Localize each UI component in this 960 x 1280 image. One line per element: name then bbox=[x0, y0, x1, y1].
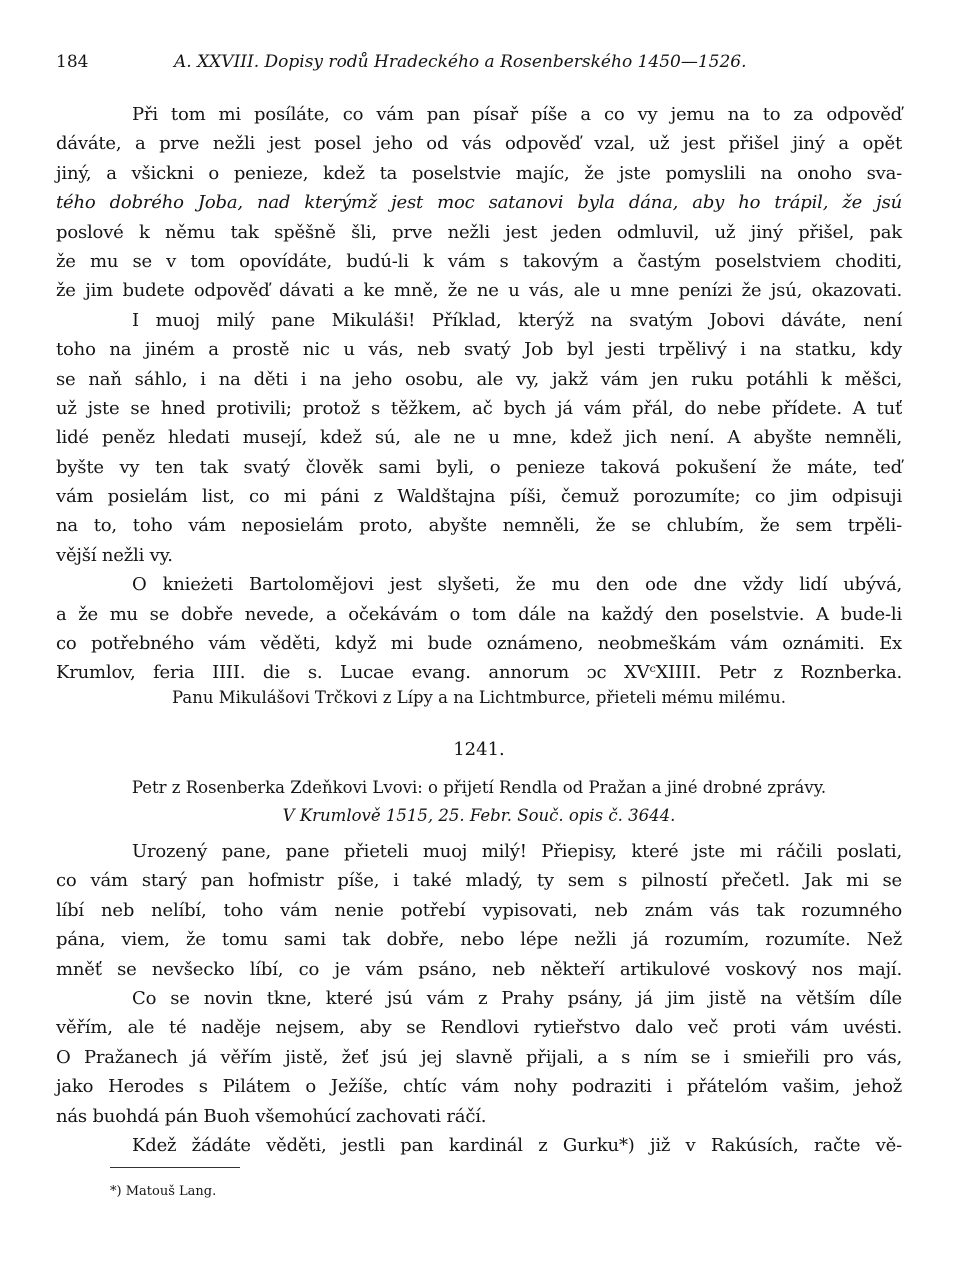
letter-address: Panu Mikulášovi Trčkovi z Lípy a na Lichtmburce, přieteli mému milému. bbox=[172, 688, 786, 707]
running-head bbox=[56, 52, 902, 84]
text-line: že jim budete odpověď dávati a ke mně, že ne u vás, ale u mne penízi že jsú, okazovati. bbox=[56, 280, 902, 302]
text-line: Krumlov, feria IIII. die s. Lucae evang. annorum ɔc XVᶜXIIII. Petr z Roznberka. bbox=[56, 662, 902, 684]
text-line: mněť se nevšecko líbí, co je vám psáno, neb někteří artikulové voskový nos mají. bbox=[56, 958, 902, 980]
text-line: nás buohdá pán Buoh všemohúcí zachovati ráčí. bbox=[56, 1105, 487, 1127]
document-source: V Krumlově 1515, 25. Febr. Souč. opis č. 3644. bbox=[282, 806, 676, 825]
footnote-rule bbox=[110, 1167, 240, 1168]
text-line: že mu se v tom opovídáte, budú-li k vám s takovým a častým poselstviem choditi, bbox=[56, 250, 902, 272]
footnote: *) Matouš Lang. bbox=[110, 1184, 217, 1199]
text-line: jako Herodes s Pilátem o Ježíše, chtíc vám nohy podraziti i přátelóm vašim, jehož bbox=[56, 1076, 902, 1098]
text-line: pána, viem, že tomu sami tak dobře, nebo lépe nežli já rozumím, rozumíte. Než bbox=[56, 929, 902, 951]
text-line: I muoj milý pane Mikuláši! Příklad, kterýž na svatým Jobovi dáváte, není bbox=[132, 309, 902, 331]
text-line: na to, toho vám neposielám proto, abyšte nemněli, že se chlubím, že sem trpěli- bbox=[56, 515, 902, 537]
letter-continuation-text bbox=[56, 100, 902, 688]
text-line: lidé peněz hledati musejí, kdež sú, ale ne u mne, kdež jich není. A abyšte nemněli, bbox=[56, 427, 902, 449]
text-line: poslové k němu tak spěšně šli, prve nežli jest jeden odmluvil, už jiný přišel, pak bbox=[56, 221, 902, 243]
text-line: věřím, ale té naděje nejsem, aby se Rendlovi rytieřstvo dalo več proti vám uvésti. bbox=[56, 1017, 902, 1039]
text-line: líbí neb nelíbí, toho vám nenie potřebí vypisovati, neb znám vás tak rozumného bbox=[56, 899, 902, 921]
text-line: toho na jiném a prostě nic u vás, neb svatý Job byl jesti trpělivý i na statku, kdy bbox=[56, 339, 902, 361]
text-line: jiný, a všickni o penieze, kdež ta poselstvie majíc, že jste pomyslili na onoho sva- bbox=[56, 162, 902, 184]
text-line: byšte vy ten tak svatý člověk sami byli, o penieze taková pokušení že máte, teď bbox=[56, 456, 902, 478]
text-line: O Pražanech já věřím jistě, žeť jsú jej slavně přijali, a s ním se i smieřili pro vás, bbox=[56, 1046, 902, 1068]
text-line: vám posielám list, co mi páni z Waldštajna píši, čemuž porozumíte; co jim odpisuji bbox=[56, 486, 902, 508]
page-number: 184 bbox=[56, 52, 89, 72]
text-line: vější nežli vy. bbox=[56, 544, 173, 566]
text-line: co vám starý pan hofmistr píše, i také mladý, ty sem s pilností přečetl. Jak mi se bbox=[56, 870, 902, 892]
running-title: A. XXVIII. Dopisy rodů Hradeckého a Rosenberského 1450—1526. bbox=[174, 52, 747, 72]
text-line: tého dobrého Joba, nad kterýmž jest moc satanovi byla dána, aby ho trápil, že jsú bbox=[56, 192, 902, 214]
text-line: O knieżeti Bartolomějovi jest slyšeti, že mu den ode dne vždy lidí ubývá, bbox=[132, 574, 902, 596]
document-number: 1241. bbox=[453, 739, 505, 760]
document-summary: Petr z Rosenberka Zdeňkovi Lvovi: o přijetí Rendla od Pražan a jiné drobné zprávy. bbox=[131, 778, 827, 797]
text-line: Kdež žádáte věděti, jestli pan kardinál z Gurku*) již v Rakúsích, račte vě- bbox=[132, 1134, 902, 1156]
text-line: a že mu se dobře nevede, a očekávám o tom dále na každý den poselstvie. A bude-li bbox=[56, 603, 902, 625]
text-line: dáváte, a prve nežli jest posel jeho od vás odpověď vzal, už jest přišel jiný a opět bbox=[56, 133, 902, 155]
text-line: se naň sáhlo, i na děti i na jeho osobu, ale vy, jakž vám jen ruku potáhli k měšci, bbox=[56, 368, 902, 390]
text-line: co potřebného vám věděti, když mi bude oznámeno, neobmeškám vám oznámiti. Ex bbox=[56, 633, 902, 655]
text-line: Urozený pane, pane přieteli muoj milý! Přiepisy, které jste mi ráčili poslati, bbox=[132, 841, 902, 862]
text-line: Při tom mi posíláte, co vám pan písař píše a co vy jemu na to za odpověď bbox=[132, 104, 902, 125]
text-line: Co se novin tkne, které jsú vám z Prahy psány, já jim jistě na větším díle bbox=[132, 987, 902, 1009]
document-text bbox=[56, 837, 902, 1160]
book-page bbox=[56, 0, 902, 1280]
text-line: už jste se hned protivili; protož s těžkem, ač bych já vám přál, do nebe přídete. A tuť bbox=[56, 397, 902, 419]
